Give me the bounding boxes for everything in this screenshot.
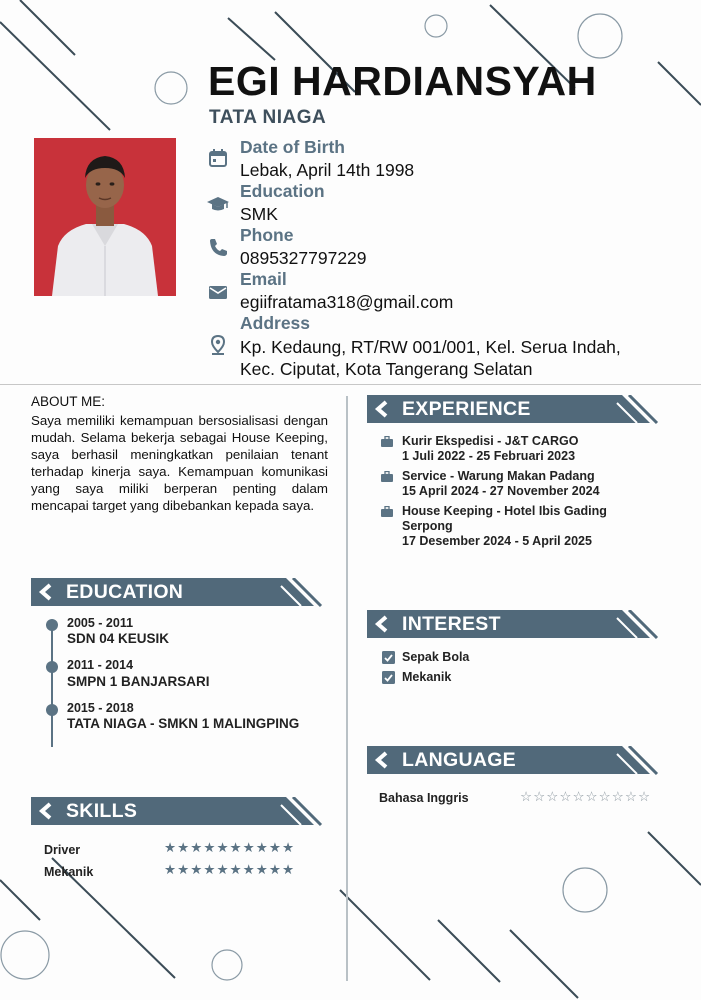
education-timeline <box>44 616 334 744</box>
briefcase-icon <box>381 436 393 447</box>
star-filled-icon: ★ <box>190 862 204 877</box>
interest-item: Sepak Bola <box>402 650 470 664</box>
star-filled-icon: ★ <box>242 840 256 855</box>
language-rating-stars <box>520 789 651 805</box>
language-title: LANGUAGE <box>402 749 516 771</box>
interest-title: INTEREST <box>402 613 501 635</box>
star-filled-icon: ★ <box>177 862 191 877</box>
address-line-2: Kec. Ciputat, Kota Tangerang Selatan <box>240 359 533 379</box>
calendar-icon <box>207 147 229 169</box>
skill-name: Mekanik <box>44 865 94 879</box>
star-filled-icon: ★ <box>203 862 217 877</box>
timeline-dot <box>46 661 58 673</box>
location-pin-icon <box>207 334 229 356</box>
email-icon <box>207 281 229 303</box>
experience-title: EXPERIENCE <box>402 398 531 420</box>
address-label: Address <box>240 313 311 333</box>
experience-role: Kurir Ekspedisi - J&T CARGO <box>402 434 579 448</box>
education-years: 2011 - 2014 <box>67 658 134 672</box>
star-filled-icon: ★ <box>268 862 282 877</box>
skills-title: SKILLS <box>66 800 138 822</box>
star-empty-icon: ☆ <box>637 789 652 804</box>
education-school: SDN 04 KEUSIK <box>67 631 170 646</box>
experience-role: House Keeping - Hotel Ibis Gading Serpong <box>402 504 607 533</box>
star-empty-icon: ☆ <box>572 789 586 804</box>
timeline-dot <box>46 619 58 631</box>
language-name: Bahasa Inggris <box>379 791 469 805</box>
language-banner <box>367 746 663 776</box>
education-banner <box>31 578 327 608</box>
star-filled-icon: ★ <box>255 840 269 855</box>
education-school: TATA NIAGA - SMKN 1 MALINGPING <box>67 716 300 731</box>
star-filled-icon: ★ <box>281 840 296 855</box>
briefcase-icon <box>381 471 393 482</box>
about-text: Saya memiliki kemampuan bersosialisasi dengan mudah. Selama bekerja sebagai House Keeping, saya berhasil meningkatkan penilaian tenant terhadap kinerja saya. Kemampuan komunikasi yang saya miliki berperan penting dalam mencapai target yang dibebankan kepada saya. <box>31 413 328 513</box>
profile-photo <box>34 138 176 296</box>
phone-label: Phone <box>240 225 294 245</box>
column-divider <box>346 396 348 981</box>
timeline-dot <box>46 704 58 716</box>
experience-period: 1 Juli 2022 - 25 Februari 2023 <box>402 449 576 463</box>
email-label: Email <box>240 269 287 289</box>
star-filled-icon: ★ <box>164 862 178 877</box>
skills-banner <box>31 797 327 827</box>
star-filled-icon: ★ <box>190 840 204 855</box>
dob-value: Lebak, April 14th 1998 <box>240 160 415 180</box>
star-filled-icon: ★ <box>268 840 282 855</box>
experience-period: 17 Desember 2024 - 5 April 2025 <box>402 534 592 548</box>
skill-rating-stars <box>164 840 295 856</box>
education-years: 2005 - 2011 <box>67 616 134 630</box>
email-value: egiifratama318@gmail.com <box>240 292 454 312</box>
star-empty-icon: ☆ <box>585 789 599 804</box>
star-empty-icon: ☆ <box>533 789 547 804</box>
star-filled-icon: ★ <box>216 840 230 855</box>
education-label: Education <box>240 181 325 201</box>
header-divider <box>0 384 701 385</box>
dob-label: Date of Birth <box>240 137 345 157</box>
star-empty-icon: ☆ <box>598 789 612 804</box>
phone-value: 0895327797229 <box>240 248 367 268</box>
education-school: SMPN 1 BANJARSARI <box>67 674 210 689</box>
star-filled-icon: ★ <box>255 862 269 877</box>
star-filled-icon: ★ <box>177 840 191 855</box>
star-filled-icon: ★ <box>216 862 230 877</box>
interest-item: Mekanik <box>402 670 452 684</box>
experience-period: 15 April 2024 - 27 November 2024 <box>402 484 600 498</box>
skill-name: Driver <box>44 843 81 857</box>
star-filled-icon: ★ <box>164 840 178 855</box>
star-filled-icon: ★ <box>281 862 296 877</box>
star-empty-icon: ☆ <box>624 789 638 804</box>
star-filled-icon: ★ <box>229 840 243 855</box>
checkbox-checked-icon <box>382 651 395 664</box>
star-empty-icon: ☆ <box>611 789 625 804</box>
star-filled-icon: ★ <box>229 862 243 877</box>
star-filled-icon: ★ <box>203 840 217 855</box>
about-title: ABOUT ME: <box>31 394 106 409</box>
star-empty-icon: ☆ <box>559 789 573 804</box>
graduation-cap-icon <box>207 193 229 215</box>
address-line-1: Kp. Kedaung, RT/RW 001/001, Kel. Serua Indah, <box>240 337 621 357</box>
education-years: 2015 - 2018 <box>67 701 134 715</box>
experience-banner <box>367 395 663 425</box>
full-name: EGI HARDIANSYAH <box>208 58 597 104</box>
job-title: TATA NIAGA <box>209 107 327 128</box>
skill-rating-stars <box>164 862 295 878</box>
interest-banner <box>367 610 663 640</box>
star-empty-icon: ☆ <box>520 789 534 804</box>
education-value: SMK <box>240 204 278 224</box>
checkbox-checked-icon <box>382 671 395 684</box>
phone-icon <box>207 236 229 258</box>
experience-role: Service - Warung Makan Padang <box>402 469 595 483</box>
briefcase-icon <box>381 506 393 517</box>
timeline-line <box>51 622 53 747</box>
star-empty-icon: ☆ <box>546 789 560 804</box>
education-title: EDUCATION <box>66 581 184 603</box>
star-filled-icon: ★ <box>242 862 256 877</box>
